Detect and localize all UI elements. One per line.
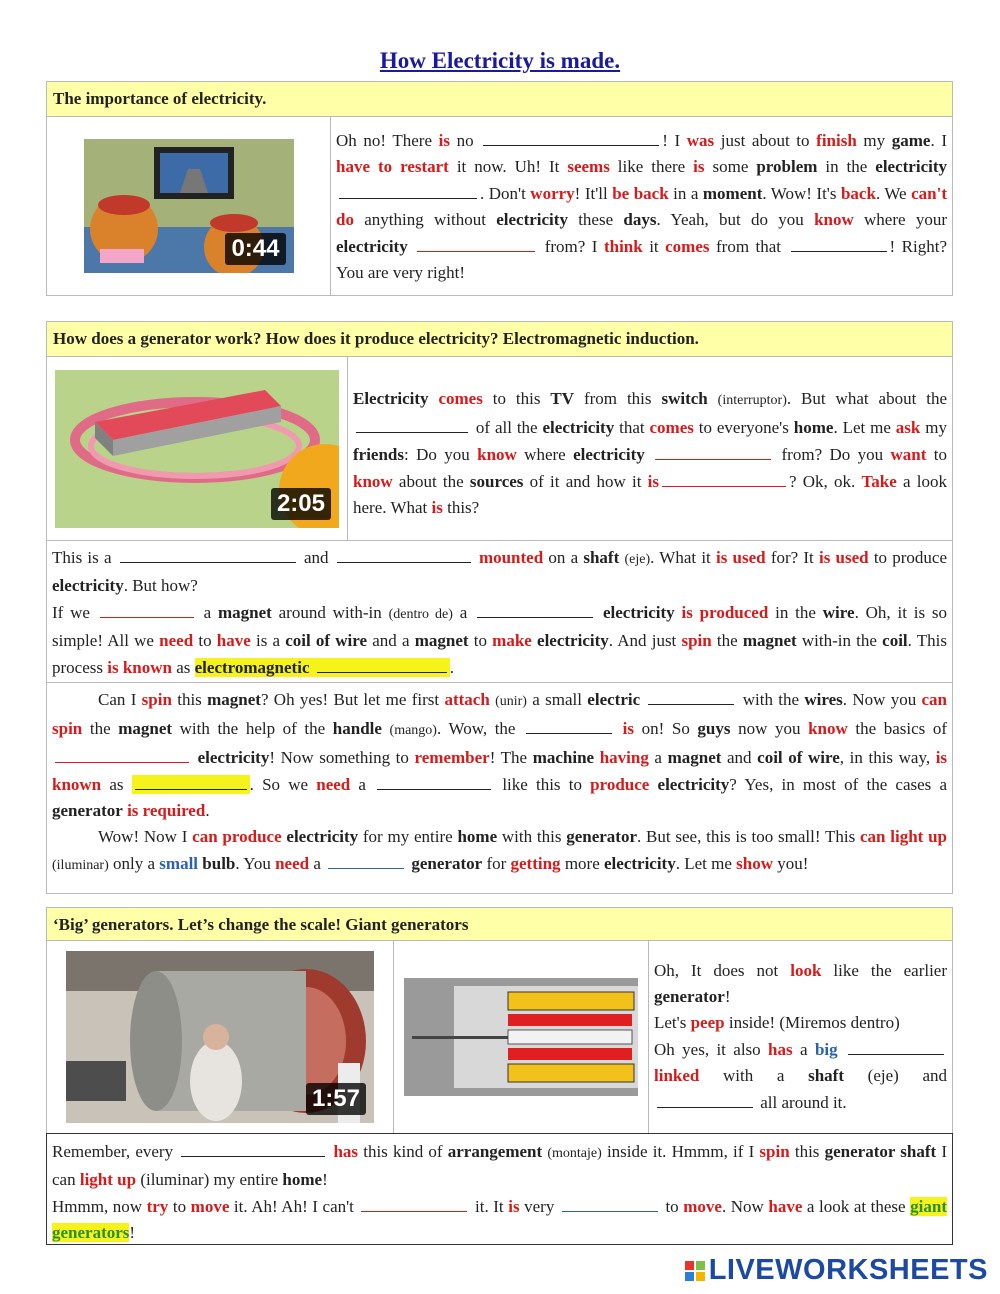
blank-input[interactable] <box>100 599 194 618</box>
blank-input[interactable] <box>417 233 535 252</box>
blank-input[interactable] <box>483 127 659 146</box>
section-text: Can I spin this magnet? Oh yes! But let me first attach (unir) a small electric with the wires. Now you can spin the magnet with the help of the handle (mango). Wow, the is on! So guys now you know the basics of electricity! Now something to remember! The machine having a magnet and coil of wire, in this way, is known as . So we need a like this to produce electricity? Yes, in most of the cases a generator is required. Wow! Now I can produce electricity for my entire home with this generator. But see, this is too small! This can light up (iluminar) only a small bulb. You need a generator for getting more electricity. Let me show you! <box>47 683 952 896</box>
section-header: ‘Big’ generators. Let’s change the scale! Giant generators <box>47 908 952 941</box>
blank-input[interactable] <box>377 771 491 790</box>
blank-input[interactable] <box>120 544 296 563</box>
video-thumbnail-cartoon[interactable] <box>84 139 294 273</box>
section-text: Remember, every has this kind of arrangement (montaje) inside it. Hmmm, if I spin this generator shaft I can light up (iluminar) my entire home! Hmmm, now try to move it. Ah! Ah! I can't it. It is very to move. Now have a look at these giant generators! <box>47 1134 952 1246</box>
blank-input[interactable] <box>657 1089 753 1108</box>
section-generator <box>46 321 953 894</box>
video-duration: 0:44 <box>225 233 285 265</box>
blank-input[interactable] <box>361 1193 467 1212</box>
blank-input[interactable] <box>655 441 771 460</box>
video-duration: 2:05 <box>271 488 331 520</box>
blank-input[interactable] <box>317 654 447 673</box>
section-text: Oh no! There is no ! I was just about to finish my game. I have to restart it now. Uh! It seems like there is some problem in the electricity . Don't worry! It'll be back in a moment. Wow! It's back. We can't do anything without electricity these days. Yeah, but do you know where your electricity from? I think it comes from that ! Right? You are very right! <box>331 117 952 295</box>
section-text: Oh, It does not look like the earlier generator! Let's peep inside! (Miremos dentro) Oh yes, it also has a big linked with a shaft (eje) and all around it. <box>654 961 948 1112</box>
logo-squares-icon <box>685 1261 705 1281</box>
blank-input[interactable] <box>562 1193 658 1212</box>
blank-input[interactable] <box>648 686 734 705</box>
video-thumbnail-coil[interactable] <box>55 370 339 528</box>
blank-input[interactable] <box>339 180 477 199</box>
video-duration: 1:57 <box>306 1083 366 1115</box>
page-title: How Electricity is made. <box>379 48 621 73</box>
blank-input[interactable] <box>662 468 786 487</box>
liveworksheets-logo: LIVEWORKSHEETS <box>685 1254 988 1287</box>
blank-input[interactable] <box>356 414 468 433</box>
section-remember <box>46 1133 953 1245</box>
video-thumbnail-giant-generator[interactable] <box>66 951 374 1123</box>
blank-input[interactable] <box>328 850 404 869</box>
generator-cross-section-diagram <box>404 978 638 1096</box>
section-header: How does a generator work? How does it produce electricity? Electromagnetic induction. <box>47 322 952 357</box>
section-big-generators <box>46 907 953 1133</box>
blank-input[interactable] <box>477 599 593 618</box>
blank-input[interactable] <box>526 715 612 734</box>
blank-input[interactable] <box>55 744 189 763</box>
blank-input[interactable] <box>791 233 887 252</box>
blank-input[interactable] <box>181 1138 325 1157</box>
section-importance <box>46 81 953 296</box>
section-header: The importance of electricity. <box>47 82 952 117</box>
section-text: Electricity comes to this TV from this switch (interruptor). But what about the of all the electricity that comes to everyone's home. Let me ask my friends: Do you know where electricity from? Do you want to know about the sources of it and how it is ? Ok, ok. Take a look here. What is this? <box>353 389 947 517</box>
section-text: This is a and mounted on a shaft (eje). What it is used for? It is used to produce electricity. But how? If we a magnet around with-in (dentro de) a electricity is produced in the wire. Oh, it is so simple! All we need to have is a coil of wire and a magnet to make electricity. And just spin the magnet with-in the coil. This process is known as electromagnetic . <box>47 541 952 682</box>
blank-input[interactable] <box>848 1036 944 1055</box>
blank-input[interactable] <box>135 771 247 790</box>
blank-input[interactable] <box>337 544 471 563</box>
